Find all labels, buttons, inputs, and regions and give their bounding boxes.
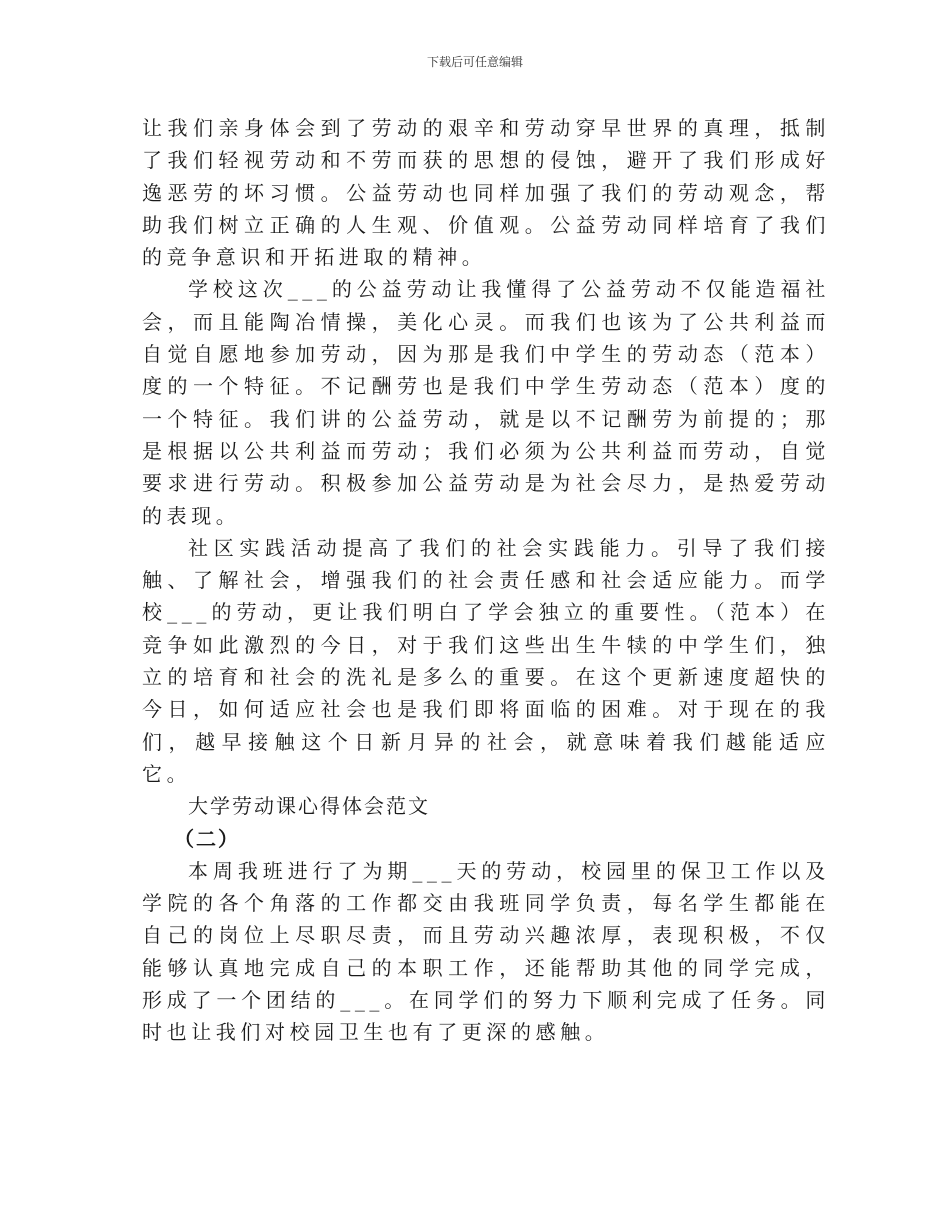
page-header: 下载后可任意编辑	[426, 55, 523, 69]
paragraph-public-labor: 学校这次___的公益劳动让我懂得了公益劳动不仅能造福社会，而且能陶冶情操，美化心灵。而我们也该为了公共利益而自觉自愿地参加劳动，因为那是我们中学生的劳动态（范本）度的一个特征。不记酬劳也是我们中学生劳动态（范本）度的一个特征。我们讲的公益劳动，就是以不记酬劳为前提的；那是根据以公共利益而劳动；我们必须为公共利益而劳动，自觉要求进行劳动。积极参加公益劳动是为社会尽力，是热爱劳动的表现。	[142, 277, 830, 528]
paragraph-continuation: 让我们亲身体会到了劳动的艰辛和劳动穿早世界的真理，抵制了我们轻视劳动和不劳而获的思想的侵蚀，避开了我们形成好逸恶劳的坏习惯。公益劳动也同样加强了我们的劳动观念，帮助我们树立正确的人生观、价值观。公益劳动同样培育了我们的竞争意识和开拓进取的精神。	[142, 116, 830, 270]
paragraph-class-labor: 本周我班进行了为期___天的劳动，校园里的保卫工作以及学院的各个角落的工作都交由我班同学负责，每名学生都能在自己的岗位上尽职尽责，而且劳动兴趣浓厚，表现积极，不仅能够认真地完成自己的本职工作，还能帮助其他的同学完成，形成了一个团结的___。在同学们的努力下顺利完成了任务。同时也让我们对校园卫生也有了更深的感触。	[142, 858, 830, 1045]
document-body	[142, 112, 830, 1049]
section-number: （二）	[174, 826, 240, 851]
essay-subheading: 大学劳动课心得体会范文	[188, 794, 430, 819]
paragraph-community-practice: 社区实践活动提高了我们的社会实践能力。引导了我们接触、了解社会，增强我们的社会责任感和社会适应能力。而学校___的劳动，更让我们明白了学会独立的重要性。（范本）在竞争如此激烈的今日，对于我们这些出生牛犊的中学生们，独立的培育和社会的洗礼是多么的重要。在这个更新速度超快的今日，如何适应社会也是我们即将面临的困难。对于现在的我们，越早接触这个日新月异的社会，就意味着我们越能适应它。	[142, 535, 830, 786]
